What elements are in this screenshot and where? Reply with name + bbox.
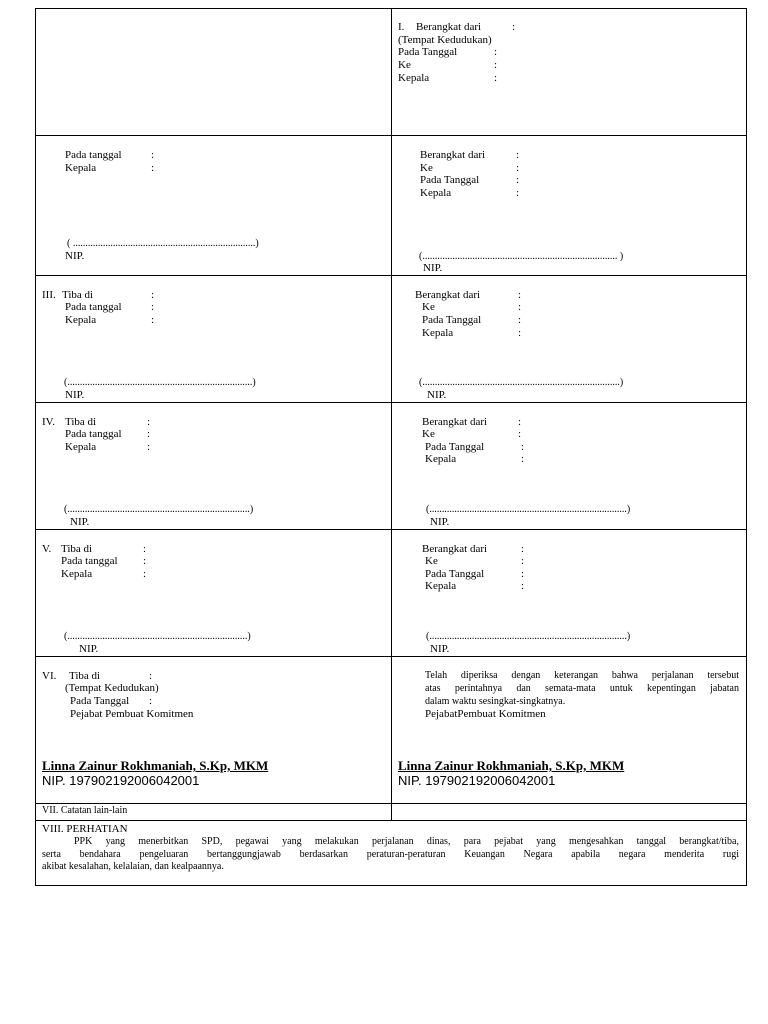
colon: : — [521, 568, 525, 580]
colon: : — [518, 428, 522, 440]
kepala-label: Kepala — [425, 580, 457, 592]
ke-label: Ke — [422, 428, 435, 440]
tiba-di-label: Tiba di — [69, 670, 101, 682]
statement-line: dalam waktu sesingkat-singkatnya. — [425, 696, 566, 707]
kepala-label: Kepala — [61, 568, 93, 580]
official-name: Linna Zainur Rokhmaniah, S.Kp, MKM — [42, 758, 269, 773]
ke-label: Ke — [398, 59, 411, 71]
nip-label: NIP. — [65, 389, 85, 401]
colon: : — [151, 162, 155, 174]
colon: : — [518, 301, 522, 313]
spd-back-form — [35, 8, 747, 886]
colon: : — [151, 289, 155, 301]
signature-line: (.........................................................................) — [64, 504, 254, 515]
column-divider — [391, 9, 392, 820]
row-divider — [36, 820, 746, 821]
tiba-di-label: Tiba di — [61, 543, 93, 555]
colon: : — [518, 289, 522, 301]
pada-tanggal-label: Pada tanggal — [65, 428, 122, 440]
colon: : — [151, 301, 155, 313]
perhatian-text-line: akibat kesalahan, kelalaian, dan kealpaannya. — [42, 861, 224, 872]
colon: : — [494, 59, 498, 71]
pada-tanggal-label: Pada tanggal — [65, 301, 122, 313]
tempat-kedudukan-label: (Tempat Kedudukan) — [398, 34, 492, 46]
colon: : — [147, 441, 151, 453]
berangkat-dari-label: Berangkat dari — [420, 149, 486, 161]
official-name: Linna Zainur Rokhmaniah, S.Kp, MKM — [398, 758, 625, 773]
colon: : — [147, 428, 151, 440]
pejabat-label: Pejabat Pembuat Komitmen — [70, 708, 194, 720]
ke-label: Ke — [422, 301, 435, 313]
pejabat-label: PejabatPembuat Komitmen — [425, 708, 546, 720]
colon: : — [516, 187, 520, 199]
berangkat-dari-label: Berangkat dari — [415, 289, 481, 301]
colon: : — [149, 670, 153, 682]
colon: : — [516, 162, 520, 174]
pada-tanggal-label: Pada Tanggal — [425, 441, 485, 453]
perhatian-label: VIII. PERHATIAN — [42, 823, 128, 835]
colon: : — [143, 543, 147, 555]
statement-line: Telah diperiksa dengan keterangan bahwa perjalanan tersebut — [425, 670, 739, 681]
nip-label: NIP. — [427, 389, 447, 401]
colon: : — [143, 568, 147, 580]
pada-tanggal-label: Pada tanggal — [61, 555, 118, 567]
colon: : — [151, 314, 155, 326]
nip-label: NIP. — [65, 250, 85, 262]
colon: : — [512, 21, 516, 33]
signature-line: ( .........................................................................) — [67, 238, 259, 249]
colon: : — [147, 416, 151, 428]
colon: : — [516, 149, 520, 161]
pada-tanggal-label: Pada Tanggal — [422, 314, 482, 326]
official-nip: NIP. 197902192006042001 — [398, 773, 556, 788]
tiba-di-label: Tiba di — [62, 289, 94, 301]
signature-line: (..........................................................................) — [64, 377, 256, 388]
colon: : — [494, 72, 498, 84]
nip-label: NIP. — [79, 643, 99, 655]
colon: : — [521, 441, 525, 453]
pada-tanggal-label: Pada Tanggal — [70, 695, 130, 707]
nip-label: NIP. — [423, 262, 443, 274]
perhatian-text-line: PPK yang menerbitkan SPD, pegawai yang melakukan perjalanan dinas, para pejabat yang mengesahkan tanggal berangkat/tiba, — [74, 836, 739, 847]
signature-line: (........................................................................) — [64, 631, 251, 642]
pada-tanggal-label: Pada Tanggal — [420, 174, 480, 186]
nip-label: NIP. — [430, 643, 450, 655]
kepala-label: Kepala — [65, 162, 97, 174]
kepala-label: Kepala — [65, 441, 97, 453]
official-nip: NIP. 197902192006042001 — [42, 773, 200, 788]
colon: : — [143, 555, 147, 567]
nip-label: NIP. — [430, 516, 450, 528]
signature-line: (.............................................................................. ) — [419, 251, 624, 262]
statement-line: atas perintahnya dan semata-mata untuk kepentingan jabatan — [425, 683, 739, 694]
colon: : — [521, 580, 525, 592]
berangkat-dari-label: Berangkat dari — [422, 416, 488, 428]
berangkat-dari-label: Berangkat dari — [416, 21, 482, 33]
signature-line: (...............................................................................) — [426, 504, 631, 515]
colon: : — [151, 149, 155, 161]
pada-tanggal-label: Pada Tanggal — [425, 568, 485, 580]
colon: : — [518, 327, 522, 339]
kepala-label: Kepala — [65, 314, 97, 326]
kepala-label: Kepala — [425, 453, 457, 465]
colon: : — [518, 416, 522, 428]
nip-label: NIP. — [70, 516, 90, 528]
section-1-number: I. — [398, 21, 405, 33]
kepala-label: Kepala — [420, 187, 452, 199]
perhatian-text-line: serta bendahara pengeluaran bertanggungjawab berdasarkan peraturan-peraturan Keuangan Negara apabila negara menderita rugi — [42, 849, 739, 860]
section-4-number: IV. — [42, 416, 55, 428]
pada-tanggal-label: Pada tanggal — [65, 149, 122, 161]
section-5-number: V. — [42, 543, 52, 555]
catatan-label: VII. Catatan lain-lain — [42, 805, 128, 816]
colon: : — [521, 543, 525, 555]
colon: : — [149, 695, 153, 707]
kepala-label: Kepala — [422, 327, 454, 339]
colon: : — [516, 174, 520, 186]
colon: : — [521, 555, 525, 567]
section-3-number: III. — [42, 289, 56, 301]
section-6-number: VI. — [42, 670, 57, 682]
berangkat-dari-label: Berangkat dari — [422, 543, 488, 555]
colon: : — [494, 46, 498, 58]
colon: : — [521, 453, 525, 465]
signature-line: (...............................................................................) — [426, 631, 631, 642]
ke-label: Ke — [420, 162, 433, 174]
ke-label: Ke — [425, 555, 438, 567]
tempat-kedudukan-label: (Tempat Kedudukan) — [65, 682, 159, 694]
signature-line: (...............................................................................) — [419, 377, 624, 388]
kepala-label: Kepala — [398, 72, 430, 84]
tiba-di-label: Tiba di — [65, 416, 97, 428]
colon: : — [518, 314, 522, 326]
pada-tanggal-label: Pada Tanggal — [398, 46, 458, 58]
